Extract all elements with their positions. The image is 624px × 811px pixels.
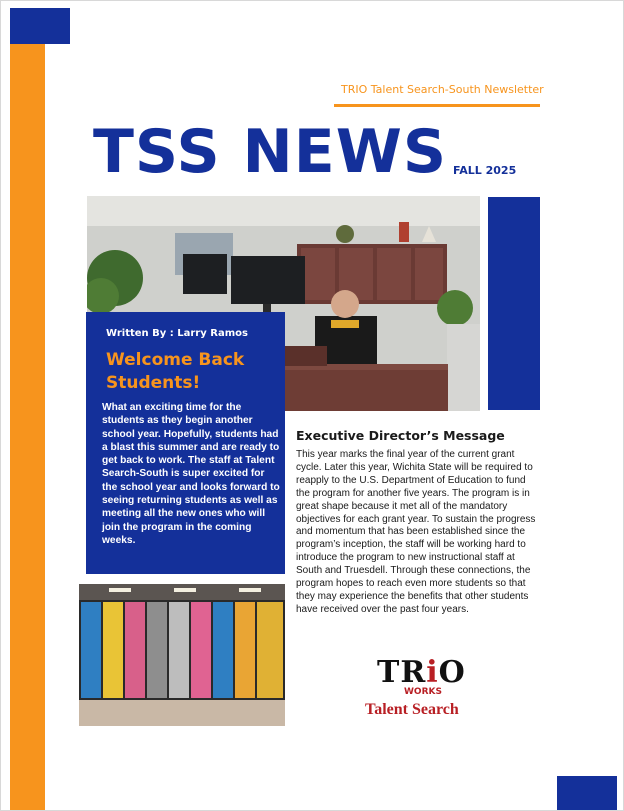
masthead-title: TSS NEWS <box>93 117 448 187</box>
article-card <box>86 312 285 574</box>
orange-side-bar <box>10 44 45 811</box>
article-title: Welcome Back Students! <box>106 350 245 393</box>
directors-message-body: This year marks the final year of the current grant cycle. Later this year, Wichita State will be required to reapply to the U.S. Department of Education to fund the program for another five years. The program is in great shape because it met all of the mandatory objectives for each grant year. To sustain the progress and momentum that has been established since the program’s inception, the staff will be working hard to introduce the program to new instructional staff at South and Truesdell. Through these connections, the program hopes to reach even more students so that they may experience the benefits that other students have received over the past four years. <box>296 449 536 615</box>
navy-accent-block-right <box>488 197 540 410</box>
logo-trio-wordmark: TRiO <box>377 655 466 690</box>
trio-talent-search-logo <box>363 656 473 724</box>
article-byline: Written By : Larry Ramos <box>106 328 248 339</box>
directors-message-heading: Executive Director’s Message <box>296 428 505 443</box>
logo-works-label: WORKS <box>404 687 442 697</box>
issue-label: FALL 2025 <box>453 164 517 177</box>
logo-talent-search-label: Talent Search <box>365 701 459 718</box>
lockers-photo <box>79 584 285 726</box>
navy-corner-block-bottom <box>557 776 617 811</box>
header-rule <box>334 104 540 107</box>
newsletter-program-name: TRIO Talent Search-South Newsletter <box>341 83 544 96</box>
navy-corner-block-top <box>10 8 70 44</box>
article-body: What an exciting time for the students as they begin another school year. Hopefully, students had a blast this summer and are ready to get back to work. The staff at Talent Search-South is super excited for the school year and looks forward to seeing returning students as well as meeting all the new ones who will join the program in the coming weeks. <box>102 402 280 546</box>
